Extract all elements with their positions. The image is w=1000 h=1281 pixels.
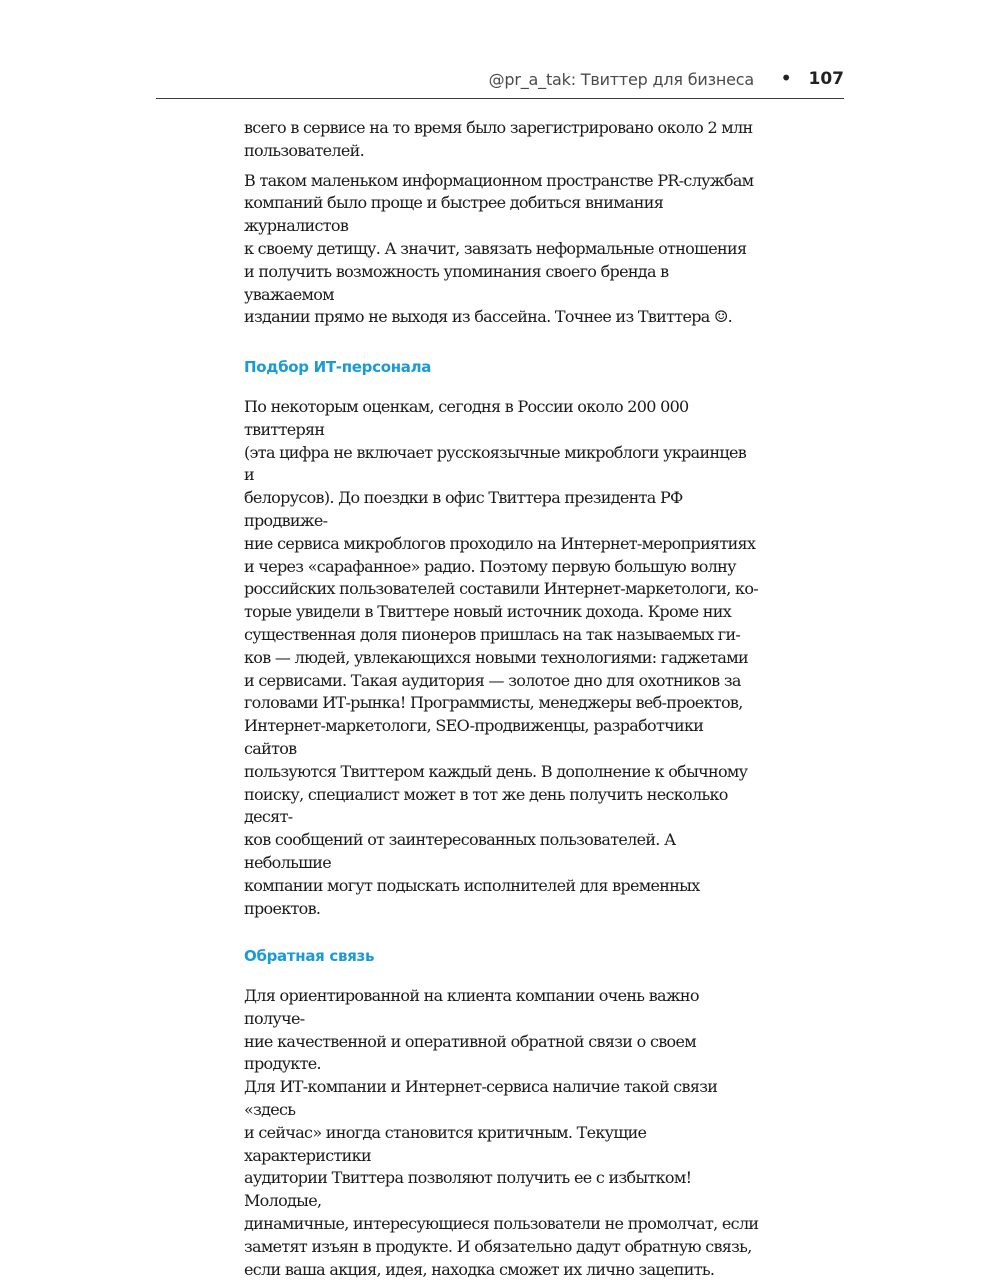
- running-title: @pr_a_tak: Твиттер для бизнеса: [488, 70, 754, 89]
- page-header: [156, 58, 844, 99]
- page-body: [244, 117, 760, 1281]
- header-bullet: •: [780, 66, 792, 90]
- intro-paragraph-2: В таком маленьком информационном пространстве PR-службам компаний было проще и быстрее добиться внимания журналистов к своему детищу. А значит, завязать неформальные отношения и получить возможность упоминания своего бренда в уважаемом издании прямо не выходя из бассейна. Точнее из Твиттера ☺.: [244, 170, 754, 327]
- section-feedback-paragraph: Для ориентированной на клиента компании очень важно получе- ние качественной и оперативной обратной связи о своем продукте. Для ИТ-компании и Интернет-сервиса наличие такой связи «здесь и сейчас» иногда становится критичным. Текущие характеристики аудитории Твиттера позволяют получить ее с избытком! Молодые, динамичные, интересующиеся пользователи не промолчат, если заметят изъян в продукте. И обязательно дадут обратную связь, если ваша акция, идея, находка сможет их лично зацепить.: [244, 986, 759, 1279]
- intro-paragraph-1: всего в сервисе на то время было зарегистрировано около 2 млн пользователей.: [244, 118, 753, 160]
- section-heading-feedback: Обратная связь: [244, 947, 375, 966]
- section-heading-it-recruiting: Подбор ИТ-персонала: [244, 358, 432, 377]
- page-number: 107: [808, 69, 844, 89]
- section-it-recruiting-paragraph: По некоторым оценкам, сегодня в России около 200 000 твиттерян (эта цифра не включает русскоязычные микроблоги украинцев и белорусов). До поездки в офис Твиттера президента РФ продвиже- ние сервиса микроблогов проходило на Интернет-мероприятиях и через «сарафанное» радио. Поэтому первую большую волну российских пользователей составили Интернет-маркетологи, ко- торые увидели в Твиттере новый источник дохода. Кроме них существенная доля пионеров пришлась на так называемых ги- ков — людей, увлекающихся новыми технологиями: гаджетами и сервисами. Такая аудитория — золотое дно для охотников за головами ИТ-рынка! Программисты, менеджеры веб-проектов, Интернет-маркетологи, SEO-продвиженцы, разработчики сайтов пользуются Твиттером каждый день. В дополнение к обычному поиску, специалист может в тот же день получить несколько десят- ков сообщений от заинтересованных пользователей. А небольшие компании могут подыскать исполнителей для временных проектов.: [244, 396, 758, 918]
